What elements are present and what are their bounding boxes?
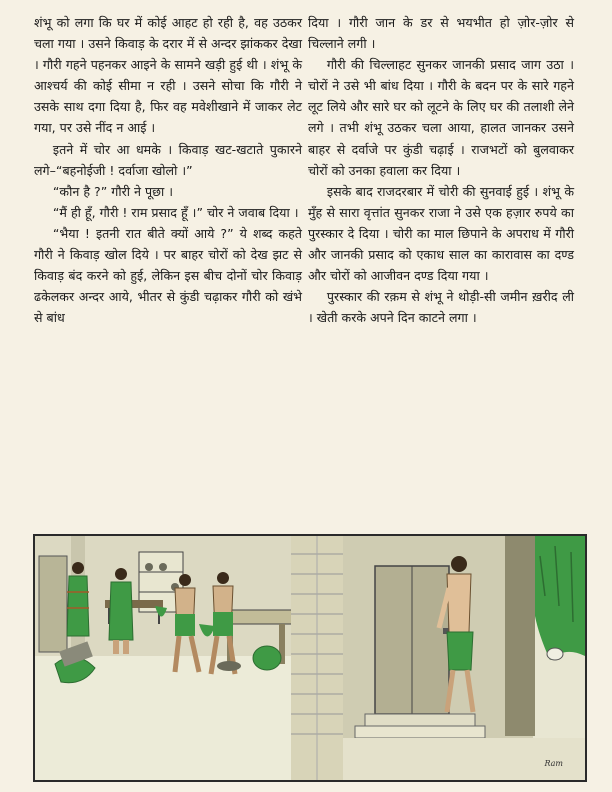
fallen-pot [217,661,241,671]
water-pot [547,648,563,660]
paragraph: इतने में चोर आ धमके । किवाड़ खट-खटाते पुकारने लगे–“बहनोईजी ! दर्वाजा खोलो ।” [34,141,302,178]
doorway [39,556,67,652]
paragraph: दिया । गौरी जान के डर से भयभीत हो ज़ोर-ज़ोर से चिल्लाने लगी । [308,15,574,52]
artist-signature: Ram [544,759,563,768]
paragraph: “कौन है ?” गौरी ने पूछा । [52,183,174,199]
story-column-left [34,12,302,328]
brick-wall [291,536,343,780]
paragraph: पुरस्कार की रक़म से शंभू ने थोड़ी-सी जमीन ख़रीद ली । खेती करके अपने दिन काटने लगा । [308,289,574,326]
tree-trunk [505,536,535,736]
illustration-drawing [35,536,585,780]
story-column-right [308,12,574,328]
paragraph: शंभू को लगा कि घर में कोई आहट हो रही है, वह उठकर चला गया । उसने किवाड़ के दरार में से अन्दर झांककर देखा । गौरी गहने पहनकर आइने के सामने खड़ी हुई थी । शंभू के आश्चर्य की कोई सीमा न रही । उसने सोचा कि गौरी ने उसके साथ दगा दिया है, फिर वह मवेशीखाने में जाकर लेट गया, पर उसे नींद न आई । [34,15,302,136]
story-illustration [33,534,587,782]
paragraph: इसके बाद राजदरबार में चोरी की सुनवाई हुई । शंभू के मुँह से सारा वृत्तांत सुनकर राजा ने उसे एक हज़ार रुपये का पुरस्कार दे दिया । चोरी का माल छिपाने के अपराध में गौरी और जानकी प्रसाद को एकाध साल का कारावास का दण्ड और चोरों को आजीवन दण्ड दिया गया । [308,183,574,284]
paragraph: “भैया ! इतनी रात बीते क्यों आये ?” ये शब्द कहते गौरी ने किवाड़ खोल दिये । पर बाहर चोरों को देख झट से किवाड़ बंद करने को हुई, लेकिन इस बीच दोनों चोर किवाड़ ढकेलकर अन्दर आये, भीतर से कुंडी चढ़ाकर गौरी को खंभे से बांध [34,225,302,326]
paragraph: “मैं ही हूँ, गौरी ! राम प्रसाद हूँ ।” चोर ने जवाब दिया । [52,204,299,220]
step [365,714,475,726]
paragraph: गौरी की चिल्लाहट सुनकर जानकी प्रसाद जाग उठा । चोरों ने उसे भी बांध दिया । गौरी के बदन पर के सारे गहने लूट लिये और सारे घर को लूटने के लिए घर की तलाशी लेने लगे । तभी शंभू उठकर चला आया, हालत जानकर उसने बाहर से दर्वाजे पर कुंडी चढ़ाई । राजभटों को बुलवाकर चोरों को उनका हवाला कर दिया । [308,57,574,178]
foliage [535,536,585,660]
step [355,726,485,738]
fallen-pot [253,646,281,670]
